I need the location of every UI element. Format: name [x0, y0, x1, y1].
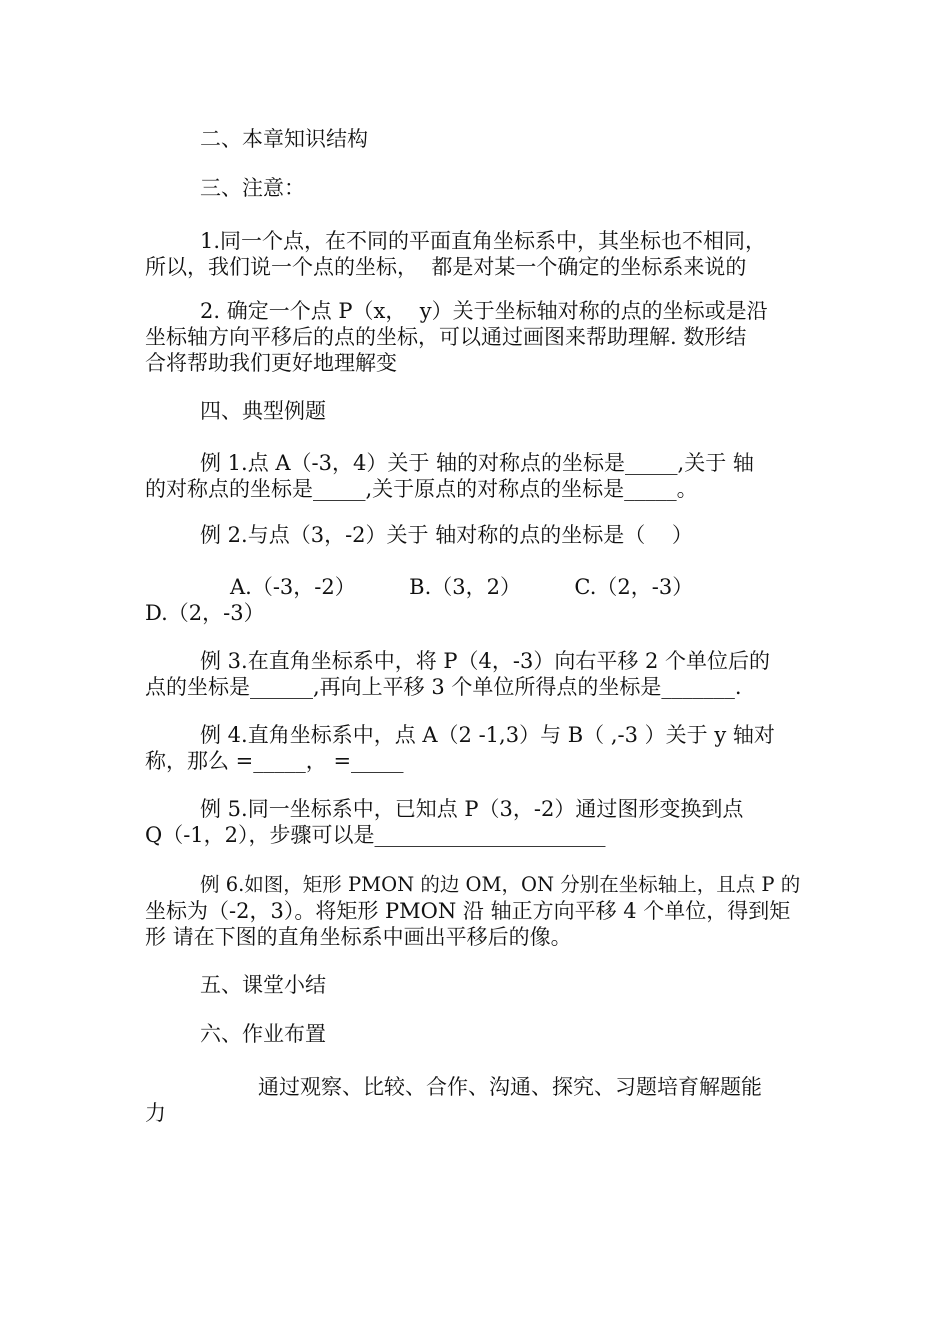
example-5-line-2: Q（-1，2），步骤可以是______________________ [145, 823, 606, 847]
example-4-line-2: 称，那么 =_____， =_____ [145, 749, 404, 773]
section-heading-structure: 二、本章知识结构 [200, 127, 368, 151]
closing-line-1: 通过观察、比较、合作、沟通、探究、习题培育解题能 [258, 1075, 762, 1099]
example-4-line-1: 例 4.直角坐标系中，点 A（2 -1,3）与 B（ ,-3 ）关于 y 轴对 [200, 723, 775, 747]
example-1-line-1: 例 1.点 A（-3，4）关于 轴的对称点的坐标是_____,关于 轴 [200, 451, 754, 475]
example-2-option-d: D.（2，-3） [145, 601, 265, 625]
example-6-line-2: 坐标为（-2，3）。将矩形 PMON 沿 轴正方向平移 4 个单位，得到矩 [145, 899, 791, 923]
note-1-line-1: 1.同一个点，在不同的平面直角坐标系中，其坐标也不相同， [200, 229, 767, 253]
example-6-line-1: 例 6.如图，矩形 PMON 的边 OM，ON 分别在坐标轴上，且点 P 的 [200, 873, 801, 896]
example-5-line-1: 例 5.同一坐标系中，已知点 P（3，-2）通过图形变换到点 [200, 797, 744, 821]
example-3-line-1: 例 3.在直角坐标系中，将 P（4，-3）向右平移 2 个单位后的 [200, 649, 771, 673]
note-2-line-1: 2. 确定一个点 P（x， y）关于坐标轴对称的点的坐标或是沿 [200, 299, 768, 323]
example-2-stem: 例 2.与点（3，-2）关于 轴对称的点的坐标是（ ） [200, 523, 693, 547]
example-1-line-2: 的对称点的坐标是_____,关于原点的对称点的坐标是_____。 [145, 477, 698, 501]
note-2-line-3: 合将帮助我们更好地理解变 [145, 351, 397, 375]
section-heading-homework: 六、作业布置 [200, 1022, 326, 1046]
section-heading-summary: 五、课堂小结 [200, 973, 326, 997]
closing-line-2: 力 [145, 1101, 166, 1125]
example-6-line-3: 形 请在下图的直角坐标系中画出平移后的像。 [145, 925, 572, 949]
note-2-line-2: 坐标轴方向平移后的点的坐标，可以通过画图来帮助理解. 数形结 [145, 325, 747, 349]
note-1-line-2: 所以，我们说一个点的坐标， 都是对某一个确定的坐标系来说的 [145, 255, 747, 279]
section-heading-notes: 三、注意： [200, 176, 305, 200]
example-3-line-2: 点的坐标是______,再向上平移 3 个单位所得点的坐标是_______. [145, 675, 742, 699]
example-2-options: A.（-3，-2） B.（3，2） C.（2，-3） [230, 575, 694, 599]
section-heading-examples: 四、典型例题 [200, 399, 326, 423]
